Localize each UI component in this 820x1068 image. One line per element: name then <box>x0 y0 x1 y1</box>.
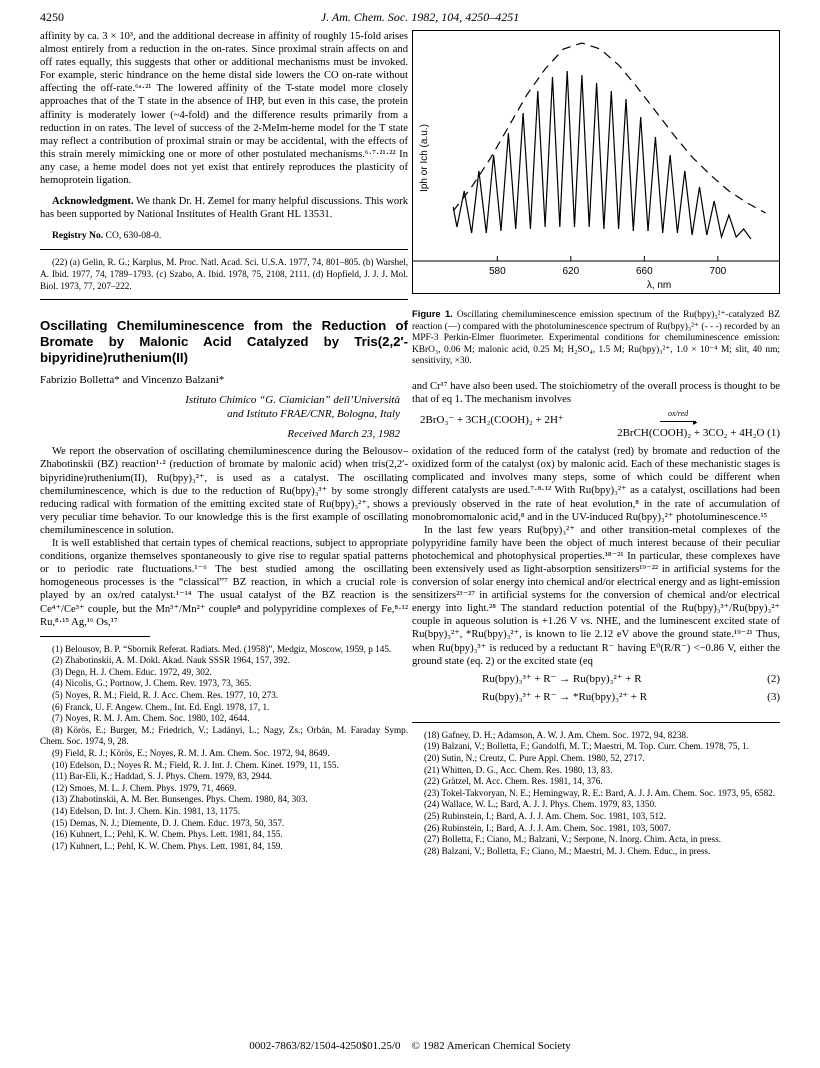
eq2-number: (2) <box>767 672 780 685</box>
page-footer <box>200 1040 620 1052</box>
reference-item: (13) Zhabotinskii, A. M. Ber. Bunsenges. Phys. Chem. 1980, 84, 303. <box>52 794 308 805</box>
reference-item: (28) Balzani, V.; Bolletta, F.; Ciano, M.; Maestri, M. J. Chem. Educ., in press. <box>424 845 711 856</box>
y-axis-label: Iph or Ich (a.u.) <box>419 124 430 192</box>
eq3-text: Ru(bpy)₃³⁺ + R⁻ → *Ru(bpy)₃²⁺ + R <box>482 690 648 703</box>
reference-item: (26) Rubinstein, I.; Bard, A. J. J. Am. Chem. Soc. 1981, 103, 5007. <box>424 822 671 833</box>
registry <box>40 229 408 242</box>
eq2-text: Ru(bpy)₃³⁺ + R⁻ → Ru(bpy)₃²⁺ + R <box>482 672 642 685</box>
received-date: Received March 23, 1982 <box>287 428 400 441</box>
x-tick-label: 700 <box>709 266 727 277</box>
reference-item: (17) Kuhnert, L.; Pehl, K. W. Chem. Phys. Lett. 1981, 84, 159. <box>52 840 283 851</box>
reference-item: (7) Noyes, R. M. J. Am. Chem. Soc. 1980, 102, 4644. <box>52 713 250 724</box>
emission-spectrum-chart <box>413 31 779 293</box>
reference-item: (3) Degn, H. J. Chem. Educ. 1972, 49, 302. <box>52 666 212 677</box>
footnote-divider <box>40 636 150 637</box>
equation-2 <box>412 672 780 690</box>
affiliation-line-1: Istituto Chimico “G. Ciamician” dell’Università <box>185 394 400 407</box>
equation-3 <box>412 690 780 708</box>
acknowledgment <box>40 195 408 221</box>
x-tick-label: 580 <box>488 266 506 277</box>
reference-item: (5) Noyes, R. M.; Field, R. J. Acc. Chem. Res. 1977, 10, 273. <box>52 690 279 701</box>
body-paragraph: We report the observation of oscillating chemiluminescence during the Belousov–Zhabotinskii (BZ) reaction¹·² (reduction of bromate by malonic acid) when tris(2,2′-bipyridine)ruthenium(II), Ru(bpy)₃²⁺, is used as a catalyst. The oscillating chemiluminescence, which is due to the reduction of Ru(bpy)₃³⁺ by some strongly reducing radical with formation of the emitting excited state of Ru(bpy)₃²⁺, shows a very peculiar time behavior. To our knowledge this is the first example of oscillating chemiluminescence in solution. <box>40 446 408 536</box>
caption-label: Figure 1. <box>412 308 453 319</box>
references-list <box>40 644 408 853</box>
arrowhead-icon: ▸ <box>693 417 698 428</box>
reference-item: (12) Smoes, M. L. J. Chem. Phys. 1979, 71, 4669. <box>52 782 237 793</box>
reference-item: (1) Belousov, B. P. “Sbornik Referat. Radiats. Med. (1958)”, Medgiz, Moscow, 1959, p 145. <box>52 643 392 654</box>
page-number: 4250 <box>40 10 64 24</box>
eq1-products: 2BrCH(COOH)₂ + 3CO₂ + 4H₂O (1) <box>617 427 780 440</box>
reference-item: (9) Field, R. J.; Körös, E.; Noyes, R. M. J. Am. Chem. Soc. 1972, 94, 8649. <box>52 748 330 759</box>
reference-item: (20) Sutin, N.; Creutz, C. Pure Appl. Chem. 1980, 52, 2717. <box>424 752 645 763</box>
reference-item: (11) Bar-Eli, K.; Haddad, S. J. Phys. Chem. 1979, 83, 2944. <box>52 771 272 782</box>
figure-1 <box>412 30 780 294</box>
reference-item: (2) Zhabotinskii, A. M. Dokl. Akad. Nauk SSSR 1964, 157, 392. <box>52 655 290 666</box>
reference-item: (15) Demas, N. J.; Diemente, D. J. Chem. Educ. 1973, 50, 357. <box>52 817 285 828</box>
authors: Fabrizio Bolletta* and Vincenzo Balzani* <box>40 374 225 387</box>
figure-caption <box>412 308 780 368</box>
eq3-number: (3) <box>767 690 780 703</box>
footer-copyright: © 1982 American Chemical Society <box>411 1040 571 1052</box>
divider <box>40 249 408 250</box>
registry-text: CO, 630-08-0. <box>103 230 162 242</box>
footnote-22: (22) (a) Gelin, R. G.; Karplus, M. Proc. Natl. Acad. Sci. U.S.A. 1977, 74, 801–805. (b) Warshel, A. Ibid. 1977, 74, 1789–1793. (c) Szabo, A. Ibid. 1978, 75, 2108, 2111. (d) Hopfield, J. J. J. Mol. Biol. 1973, 77, 207–222. <box>40 257 408 291</box>
reference-item: (4) Nicolis, G.; Portnow, J. Chem. Rev. 1973, 73, 365. <box>52 678 252 689</box>
body-paragraph: oxidation of the reduced form of the catalyst (red) by bromate and reduction of the oxidized form of the catalyst (ox) by malonic acid. Each of these mechanistic stages is complicated and involves many steps, some of which could be different when different catalysts are used.⁷·⁸·¹² With Ru(bpy)₃²⁺ as a catalyst, oscillations had been previously observed in the rate of heat evolution,⁸ in the rate of accumulation of monobromomalonic acid,⁸ and in the UV-induced Ru(bpy)₃²⁺ photoluminescence.¹⁵ <box>412 446 780 523</box>
chemiluminescence-series-line <box>453 71 751 239</box>
x-tick-label: 620 <box>562 266 580 277</box>
caption-text: Oscillating chemiluminescence emission spectrum of the Ru(bpy)₃²⁺-catalyzed BZ reaction (—) compared with the photoluminescence spectrum of Ru(bpy)₃²⁺ (- - -) recorded by an MPF-3 Perkin-Elmer fluorimeter. Experimental conditions for chemiluminescence emission: KBrO₃, 0.06 M; malonic acid, 0.25 M; H₂SO₄, 1.5 M; Ru(bpy)₃²⁺, 1.0 × 10⁻⁴ M; slit, 40 nm; sensitivity, ×30. <box>412 310 780 367</box>
reference-item: (21) Whitten, D. G., Acc. Chem. Res. 1980, 13, 83. <box>424 764 613 775</box>
x-axis-label: λ, nm <box>646 280 672 291</box>
reference-item: (24) Wallace, W. L.; Bard, A. J. J. Phys. Chem. 1979, 83, 1350. <box>424 799 657 810</box>
left-column <box>40 30 408 852</box>
equation-1 <box>412 409 780 441</box>
affiliation-line-2: and Istituto FRAE/CNR, Bologna, Italy <box>227 408 400 421</box>
body-paragraph: In the last few years Ru(bpy)₃²⁺ and other transition-metal complexes of the polypyridine family have been the object of much interest because of their peculiar photochemical and photophysical properties.¹⁸⁻²¹ In particular, these complexes have been extensively used as light-absorption sensitizers¹⁹⁻²² in artificial systems for the conversion of solar energy into chemical and/or electrical energy and as light-emission sensitizers²³⁻²⁷ in artificial systems for the conversion of chemical and/or electrical energy into light.²⁸ The standard reduction potential of the Ru(bpy)₃³⁺/Ru(bpy)₃²⁺ couple in aqueous solution is +1.26 V vs. NHE, and the luminescent excited state of Ru(bpy)₃²⁺, *Ru(bpy)₃²⁺, is known to lie 2.12 eV above the ground state.¹⁹⁻²¹ Thus, when Ru(bpy)₃³⁺ is reduced by a reductant R⁻ having E⁰(R/R⁻) <−0.86 V, either the ground state (eq. 2) or the excited state (eq <box>412 524 780 667</box>
reference-item: (14) Edelson, D. Int. J. Chem. Kin. 1981, 13, 1175. <box>52 806 240 816</box>
reference-item: (10) Edelson, D.; Noyes R. M.; Field, R. J. Int. J. Chem. Kinet. 1979, 11, 155. <box>52 759 339 770</box>
reference-item: (22) Grätzel, M. Acc. Chem. Res. 1981, 14, 376. <box>424 776 603 787</box>
reference-item: (19) Balzani, V.; Bolletta, F.; Gandolfi, M. T.; Maestri, M. Top. Curr. Chem. 1978, 75, 1. <box>424 741 749 752</box>
body-paragraph: It is well established that certain types of chemical reactions, subject to appropriate conditions, organize themselves spontaneously to give rise to regular spatial patterns or to periodic rate fluctuations.¹⁻⁶ The best studied among the oscillating homogeneous processes is the “classical”⁷ BZ reaction, in which a crucial role is played by an ox/red catalyst.¹⁻¹⁴ The usual catalyst of the BZ reaction is the Ce⁴⁺/Ce³⁺ couple, but the Mn³⁺/Mn²⁺ couple⁸ and polypyridine complexes of Fe,⁸·¹² Ru,⁸·¹⁵ Ag,¹⁶ Os,¹⁷ <box>40 538 408 628</box>
footer-code: 0002-7863/82/1504-4250$01.25/0 <box>249 1040 401 1052</box>
reference-item: (16) Kuhnert, L.; Pehl, K. W. Chem. Phys. Lett. 1981, 84, 155. <box>52 829 283 840</box>
ack-text: We thank Dr. H. Zemel for many helpful discussions. This work has been supported by National Institutes of Health Grant HL 13531. <box>40 196 408 221</box>
reference-item: (25) Rubinstein, I.; Bard, A. J. J. Am. Chem. Soc. 1981, 103, 512. <box>424 810 666 821</box>
eq1-arrow-label: ox/red <box>668 409 689 419</box>
right-column <box>412 30 780 857</box>
article-title: Oscillating Chemiluminescence from the Reduction of Bromate by Malonic Acid Catalyzed by Tris(2,2′-bipyridine)ruthenium(II) <box>40 318 408 366</box>
divider <box>40 299 408 300</box>
reaction-arrow-icon <box>660 421 696 422</box>
references-list <box>412 730 780 858</box>
registry-label: Registry No. <box>52 230 104 242</box>
continued-paragraph: affinity by ca. 3 × 10³, and the additional decrease in affinity of roughly 15-fold arises almost entirely from a reduction in the on-rates. Since proximal strain affects on and off rates equally, this suggests that other or additional mechanisms must be invoked. For example, steric hindrance on the heme distal side lowers the CO on-rate without affecting the off-rate.⁶ᵃ·²¹ The lowered affinity of the T-state model more closely approaches that of the T state in the absence of IHP, but even in this case, the protein affinity is moderately lower (~4-fold) and the difference results primarily from a reduction in on rates. The level of success of the 2-MeIm-heme model for the T state may reflect a contribution of proximal strain or may be accidental, with the effects of this strain merely mimicking one or more of other postulated mechanisms.⁶·⁷·²¹·²² In any case, a heme model does not yet exist that entirely reproduces the plasticity of hemoprotein ligation. <box>40 31 408 187</box>
x-tick-label: 660 <box>636 266 653 277</box>
eq1-reactants: 2BrO₃⁻ + 3CH₂(COOH)₂ + 2H⁺ <box>420 414 564 427</box>
journal-citation: J. Am. Chem. Soc. 1982, 104, 4250–4251 <box>320 10 520 24</box>
ack-label: Acknowledgment. <box>52 196 134 208</box>
reference-item: (18) Gafney, D. H.; Adamson, A. W. J. Am. Chem. Soc. 1972, 94, 8238. <box>424 729 689 740</box>
reference-item: (6) Franck, U. F. Angew. Chem., Int. Ed. Engl. 1978, 17, 1. <box>52 701 270 712</box>
affiliation <box>40 393 408 421</box>
reference-item: (23) Tokel-Takvoryan, N. E.; Hemingway, R. E.: Bard, A. J. J. Am. Chem. Soc. 1973, 95, 6582. <box>424 787 776 798</box>
reference-item: (8) Körös, E.; Burger, M.; Friedrich, V.; Ladányi, L.; Nagy, Zs.; Orbán, M. Faraday Symp. Chem. Soc. 1974, 9, 28. <box>40 724 408 747</box>
reference-item: (27) Bolletta, F.; Ciano, M.; Balzani, V.; Serpone, N. Inorg. Chim. Acta, in press. <box>424 834 722 845</box>
body-paragraph: and Cr¹⁷ have also been used. The stoichiometry of the overall process is thought to be that of eq 1. The mechanism involves <box>412 380 780 406</box>
footnote-divider <box>412 722 780 723</box>
